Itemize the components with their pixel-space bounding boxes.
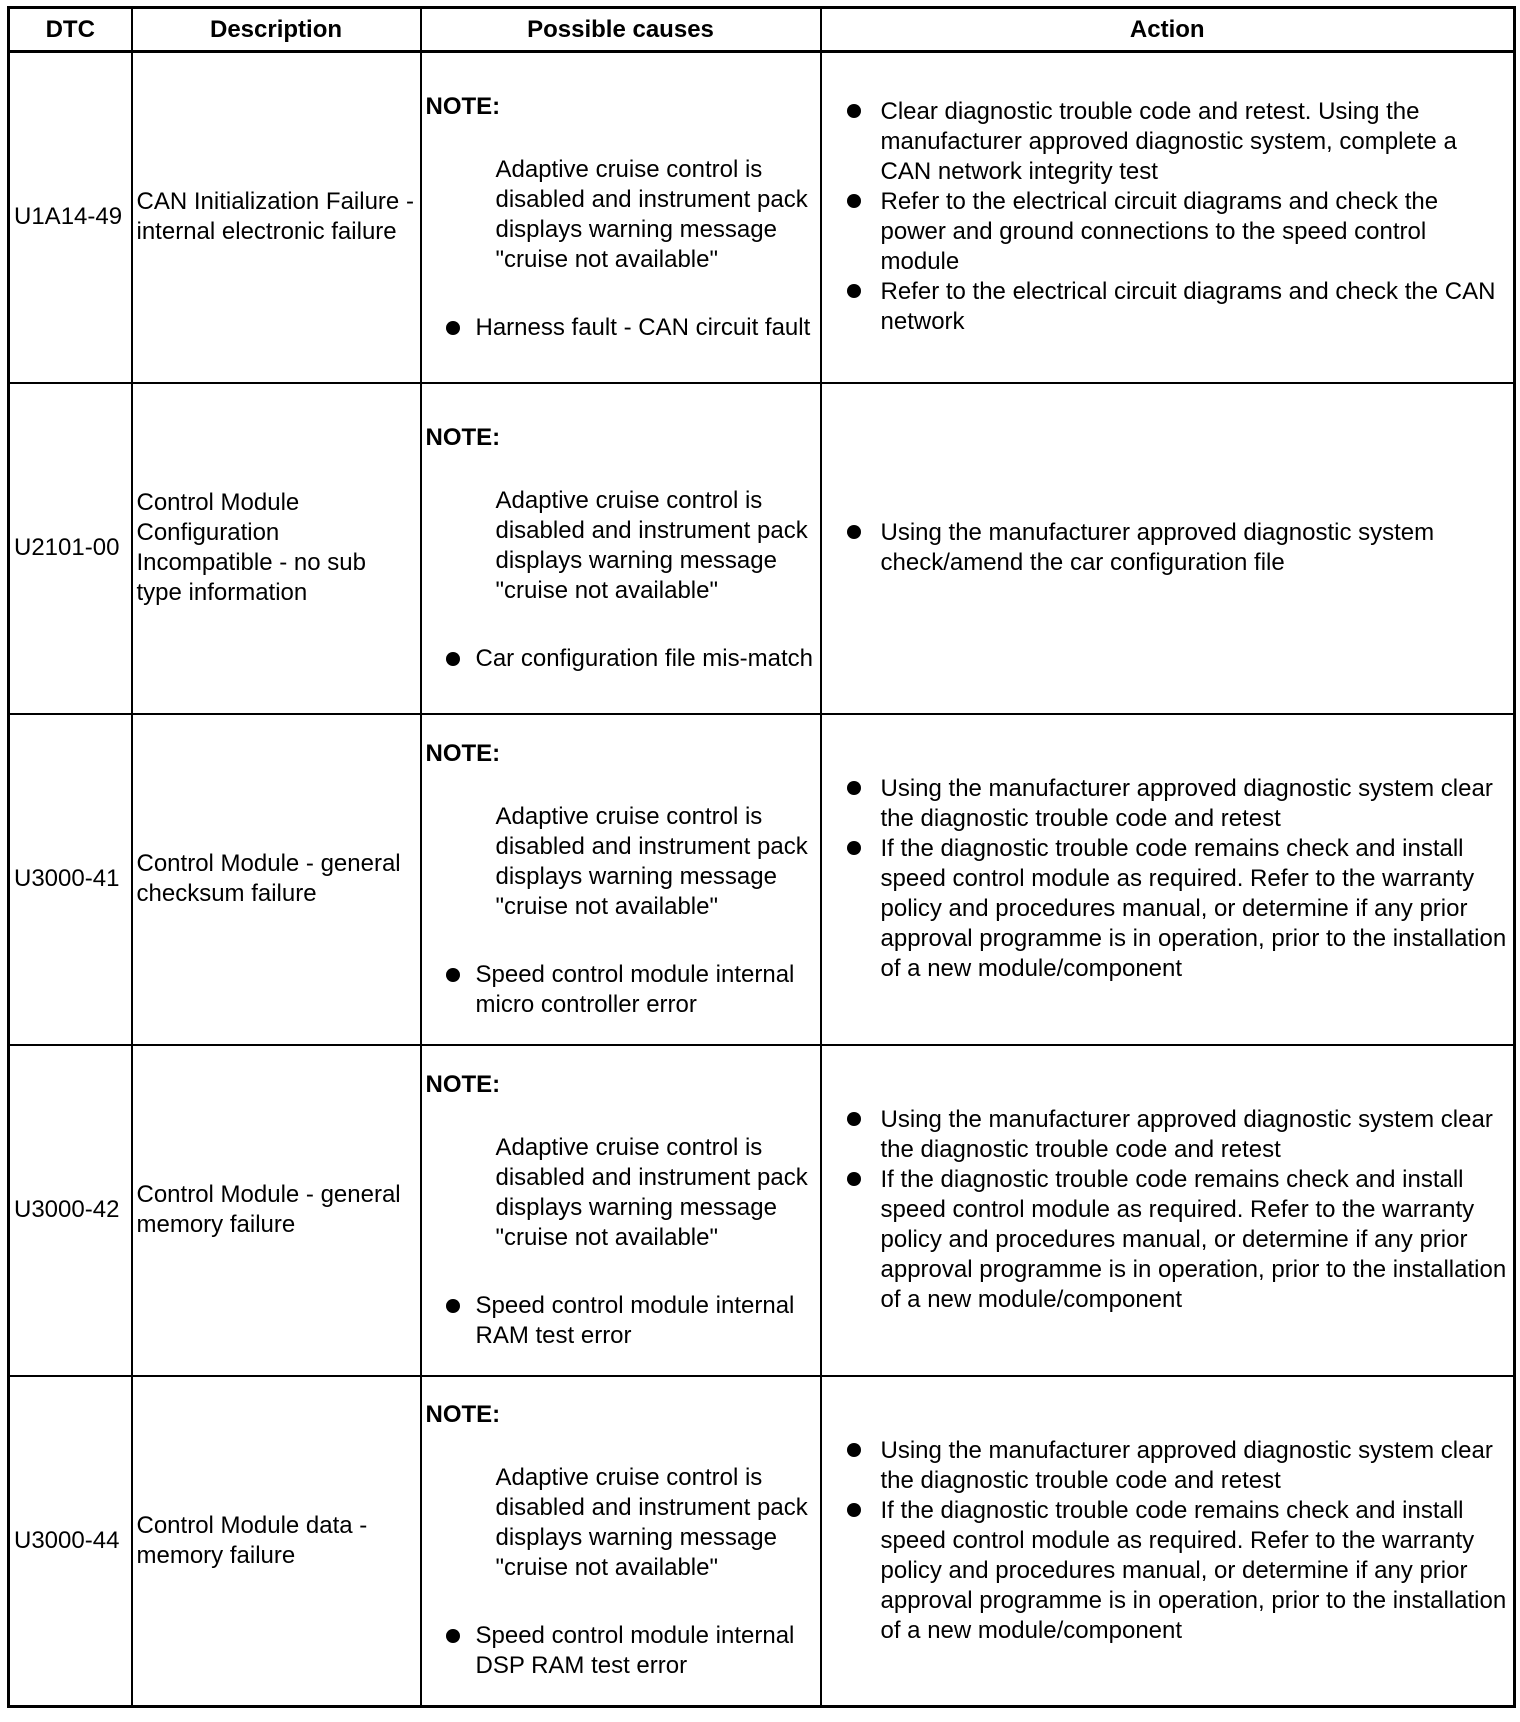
cause-item: Speed control module internal micro controller error <box>426 960 816 1020</box>
header-dtc: DTC <box>9 8 132 52</box>
action-list <box>826 97 1510 337</box>
header-description: Description <box>132 8 421 52</box>
note-text: Adaptive cruise control is disabled and instrument pack displays warning message "cruise not available" <box>495 802 808 920</box>
dtc-description: CAN Initialization Failure - internal electronic failure <box>132 52 421 383</box>
note-label: NOTE: <box>425 1401 501 1429</box>
action-cell <box>821 52 1515 383</box>
possible-causes-cell <box>421 714 821 1045</box>
note-label: NOTE: <box>425 92 501 120</box>
dtc-code: U1A14-49 <box>9 52 132 383</box>
action-item: If the diagnostic trouble code remains check and install speed control module as required. Refer to the warranty policy and procedures manual, or determine if any prior approval programme is in operation, prior to the installation of a new module/component <box>826 834 1510 984</box>
cause-item: Speed control module internal RAM test error <box>426 1291 816 1351</box>
note-text: Adaptive cruise control is disabled and instrument pack displays warning message "cruise not available" <box>495 1464 808 1582</box>
dtc-table <box>7 6 1516 1708</box>
action-item: Refer to the electrical circuit diagrams and check the CAN network <box>826 277 1510 337</box>
note-text: Adaptive cruise control is disabled and instrument pack displays warning message "cruise not available" <box>495 1133 808 1251</box>
possible-causes-cell <box>421 1045 821 1376</box>
action-item: Refer to the electrical circuit diagrams and check the power and ground connections to the speed control module <box>826 187 1510 277</box>
possible-causes-cell <box>421 383 821 714</box>
dtc-table-container <box>7 6 1516 1708</box>
dtc-code: U2101-00 <box>9 383 132 714</box>
dtc-description: Control Module data - memory failure <box>132 1376 421 1707</box>
note-label: NOTE: <box>425 739 501 767</box>
action-list <box>826 1436 1510 1646</box>
header-possible-causes: Possible causes <box>421 8 821 52</box>
action-item: Using the manufacturer approved diagnostic system clear the diagnostic trouble code and retest <box>826 1105 1510 1165</box>
dtc-code: U3000-41 <box>9 714 132 1045</box>
action-item: Using the manufacturer approved diagnostic system clear the diagnostic trouble code and retest <box>826 774 1510 834</box>
dtc-code: U3000-42 <box>9 1045 132 1376</box>
dtc-description: Control Module Configuration Incompatible - no sub type information <box>132 383 421 714</box>
table-row <box>9 714 1515 1045</box>
table-row <box>9 1376 1515 1707</box>
action-list <box>826 774 1510 984</box>
possible-causes-cell <box>421 52 821 383</box>
action-item: Clear diagnostic trouble code and retest. Using the manufacturer approved diagnostic system, complete a CAN network integrity test <box>826 97 1510 187</box>
action-cell <box>821 1045 1515 1376</box>
note-text: Adaptive cruise control is disabled and instrument pack displays warning message "cruise not available" <box>495 155 808 273</box>
header-action: Action <box>821 8 1515 52</box>
cause-list <box>426 960 816 1020</box>
cause-list <box>426 313 816 343</box>
dtc-code: U3000-44 <box>9 1376 132 1707</box>
table-row <box>9 1045 1515 1376</box>
action-cell <box>821 714 1515 1045</box>
cause-item: Car configuration file mis-match <box>426 644 816 674</box>
action-item: If the diagnostic trouble code remains check and install speed control module as required. Refer to the warranty policy and procedures manual, or determine if any prior approval programme is in operation, prior to the installation of a new module/component <box>826 1496 1510 1646</box>
note-label: NOTE: <box>425 1070 501 1098</box>
action-item: If the diagnostic trouble code remains check and install speed control module as required. Refer to the warranty policy and procedures manual, or determine if any prior approval programme is in operation, prior to the installation of a new module/component <box>826 1165 1510 1315</box>
action-item: Using the manufacturer approved diagnostic system check/amend the car configuration file <box>826 518 1510 578</box>
dtc-description: Control Module - general checksum failure <box>132 714 421 1045</box>
cause-list <box>426 1291 816 1351</box>
action-cell <box>821 1376 1515 1707</box>
table-header-row <box>9 8 1515 52</box>
cause-item: Speed control module internal DSP RAM test error <box>426 1621 816 1681</box>
dtc-description: Control Module - general memory failure <box>132 1045 421 1376</box>
table-row <box>9 383 1515 714</box>
action-item: Using the manufacturer approved diagnostic system clear the diagnostic trouble code and retest <box>826 1436 1510 1496</box>
table-row <box>9 52 1515 383</box>
action-list <box>826 1105 1510 1315</box>
note-label: NOTE: <box>425 423 501 451</box>
cause-list <box>426 644 816 674</box>
possible-causes-cell <box>421 1376 821 1707</box>
cause-list <box>426 1621 816 1681</box>
action-cell <box>821 383 1515 714</box>
cause-item: Harness fault - CAN circuit fault <box>426 313 816 343</box>
note-text: Adaptive cruise control is disabled and instrument pack displays warning message "cruise not available" <box>495 486 808 604</box>
action-list <box>826 518 1510 578</box>
